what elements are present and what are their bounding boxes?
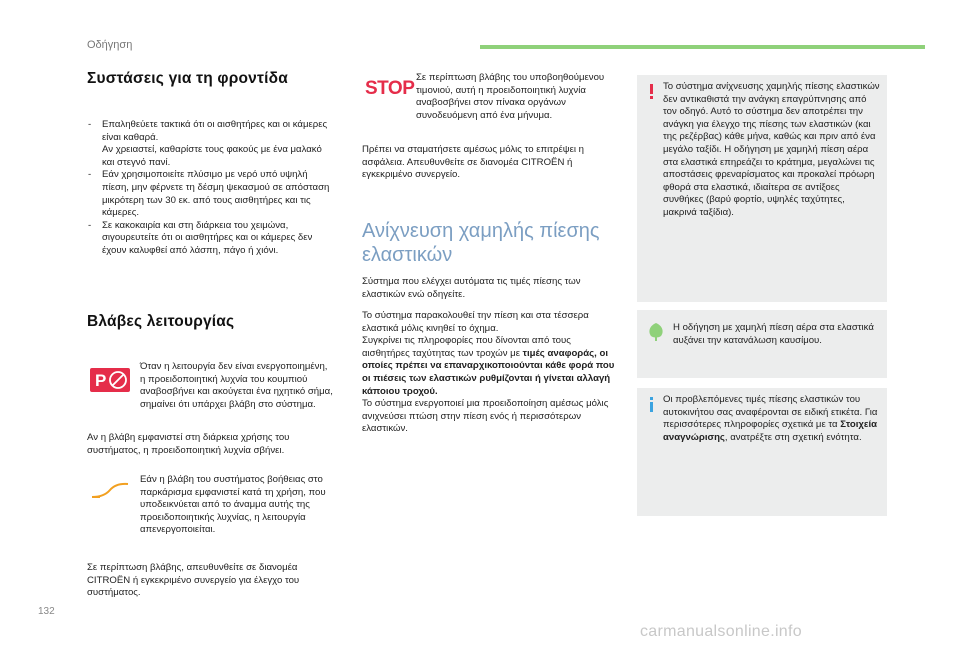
steering-fault-icon: [90, 479, 130, 501]
list-item: [87, 169, 335, 219]
tip-text: Αν χρειαστεί, καθαρίστε τους φακούς με ένα μαλακό και στεγνό πανί.: [102, 144, 322, 168]
tip-text: Εάν χρησιμοποιείτε πλύσιμο με νερό υπό υψηλή πίεση, μην φέρνετε τη δέσμη ψεκασμού σε απόσταση μικρότερη των 30 εκ. από τους αισθητήρες και τις κάμερες.: [102, 169, 330, 219]
detect-paragraph-2: [362, 310, 618, 436]
tips-list: [87, 119, 335, 258]
section-rule: [480, 45, 925, 49]
eco-panel: [637, 310, 887, 378]
info-text-end: , ανατρέξτε στη σχετική ενότητα.: [724, 431, 862, 443]
detect-sentence-2-text: Συγκρίνει τις πληροφορίες που δίνονται από τους αισθητήρες ταχύτητας των τροχών με: [362, 335, 571, 359]
info-text: [663, 394, 881, 444]
fault-paragraph-1: Όταν η λειτουργία δεν είναι ενεργοποιημένη, η προειδοποιητική λυχνία του κουμπιού αναβοσβήνει και ακούγεται ένα ηχητικό σήμα, σημαίνει ότι υπάρχει βλάβη στο σύστημα.: [140, 361, 333, 410]
warning-text: Το σύστημα ανίχνευσης χαμηλής πίεσης ελαστικών δεν αντικαθιστά την ανάγκη επαγρύπνησης από τον οδηγό. Αυτό το σύστημα δεν αποτρέπει την ανάγκη για έλεγχο της πίεσης των ελαστικών (και της ρεζέρβας) κάθε μήνα, καθώς και πριν από ένα μεγάλο ταξίδι. Η οδήγηση με χαμηλή πίεση αέρα στα ελαστικά επηρεάζει το κράτημα, μεγαλώνει τις αποστάσεις φρεναρίσματος και προκαλεί πρόωρη φθορά στα ελαστικά, ιδιαίτερα σε αντίξοες συνθήκες (βαρύ φορτίο, υψηλές ταχύτητες, μακρινά ταξίδια).: [663, 81, 880, 218]
parking-fault-icon: [90, 368, 130, 392]
detect-sentence-2: [362, 335, 618, 398]
stop-text-2: Πρέπει να σταματήσετε αμέσως μόλις το επιτρέψει η ασφάλεια. Απευθυνθείτε σε διανομέα CITROËN ή εγκεκριμένο συνεργείο.: [362, 144, 585, 181]
stop-text: Σε περίπτωση βλάβης του υποβοηθούμενου τιμονιού, αυτή η προειδοποιητική λυχνία αναβοσβήνει στον πίνακα οργάνων συνοδευόμενη από ένα μήνυμα.: [416, 72, 605, 121]
reference-values-text: τιμές αναφοράς, οι οποίες πρέπει να επαναρχικοποιούνται κάθε φορά που οι πιέσεις των ελαστικών ρυθμίζονται ή γίνεται αλλαγή κάποιου τροχού.: [362, 347, 615, 397]
fault-paragraph-2: Αν η βλάβη εμφανιστεί στη διάρκεια χρήσης του συστήματος, η προειδοποιητική λυχνία σβήνει.: [87, 432, 290, 456]
list-item: [87, 220, 335, 258]
stop-icon: STOP: [365, 78, 415, 99]
info-panel: [637, 388, 887, 516]
fault-paragraph-4: Σε περίπτωση βλάβης, απευθυνθείτε σε διανομέα CITROËN ή εγκεκριμένο συνεργείο για έλεγχο του συστήματος.: [87, 562, 300, 599]
warning-icon: [649, 84, 654, 99]
page-number: 132: [38, 606, 55, 617]
tips-title: Συστάσεις για τη φροντίδα: [87, 70, 288, 87]
info-text-start: Οι προβλεπόμενες τιμές πίεσης ελαστικών του αυτοκινήτου σας αναφέρονται σε ειδική ετικέτα. Για περισσότερες πληροφορίες σχετικά με τα: [663, 394, 878, 431]
fault-paragraph-3: Εάν η βλάβη του συστήματος βοήθειας στο παρκάρισμα εμφανιστεί κατά τη χρήση, που υποδεικνύεται από το άναμμα αυτής της προειδοποιητικής λυχνίας, η λειτουργία απενεργοποιείται.: [140, 474, 326, 536]
watermark: carmanualsonline.info: [640, 623, 802, 640]
svg-text:P: P: [95, 371, 107, 390]
warning-panel: [637, 75, 887, 302]
detect-title: Ανίχνευση χαμηλής πίεσης ελαστικών: [362, 220, 600, 266]
detect-sentence-1: Το σύστημα παρακολουθεί την πίεση και στα τέσσερα ελαστικά μόλις κινηθεί το όχημα.: [362, 310, 589, 334]
info-icon: [649, 397, 654, 412]
list-item: [87, 119, 335, 169]
detect-sentence-3: Το σύστημα ενεργοποιεί μια προειδοποίηση αμέσως μόλις ανιχνεύσει πτώση στην πίεση ενός ή περισσότερων ελαστικών.: [362, 398, 609, 435]
eco-text: Η οδήγηση με χαμηλή πίεση αέρα στα ελαστικά αυξάνει την κατανάλωση καυσίμου.: [673, 322, 874, 346]
eco-leaf-icon: [647, 322, 665, 342]
faults-title: Βλάβες λειτουργίας: [87, 313, 235, 330]
tip-text: Επαληθεύετε τακτικά ότι οι αισθητήρες και οι κάμερες είναι καθαρά.: [102, 119, 328, 143]
detect-paragraph-1: Σύστημα που ελέγχει αυτόματα τις τιμές πίεσης των ελαστικών ενώ οδηγείτε.: [362, 276, 581, 300]
identification-link-text: Στοιχεία αναγνώρισης: [663, 419, 878, 443]
section-label: Οδήγηση: [87, 39, 133, 51]
tip-text: Σε κακοκαιρία και στη διάρκεια του χειμώνα, σιγουρευτείτε ότι οι αισθητήρες και οι κάμερες δεν έχουν καλυφθεί από λάσπη, πάγο ή χιόνι.: [102, 219, 313, 256]
